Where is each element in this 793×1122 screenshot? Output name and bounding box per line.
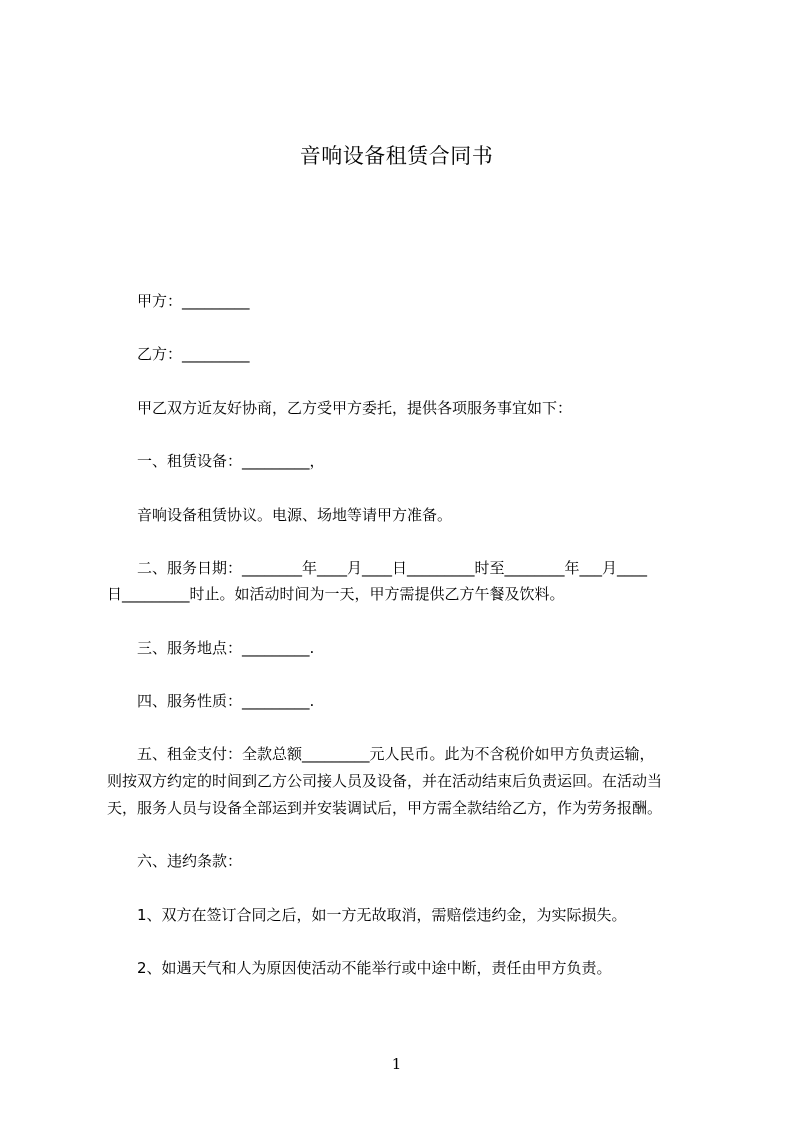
document-title: 音响设备租赁合同书 — [299, 144, 494, 168]
section-3-line: 三、服务地点：_________. — [137, 639, 315, 657]
party-a-line: 甲方：_________ — [137, 292, 250, 310]
section-1-heading: 一、租赁设备：_________， — [137, 452, 325, 470]
party-b-line: 乙方：_________ — [137, 345, 250, 363]
section-5-line-1: 五、租金支付：全款总额_________元人民币。此为不含税价如甲方负责运输， — [137, 745, 655, 763]
section-5-line-3: 天，服务人员与设备全部运到并安装调试后，甲方需全款结给乙方，作为劳务报酬。 — [107, 799, 663, 817]
section-5-line-2: 则按双方约定的时间到乙方公司接人员及设备，并在活动结束后负责运回。在活动当 — [107, 772, 663, 790]
section-2-line-2: 日_________时止。如活动时间为一天，甲方需提供乙方午餐及饮料。 — [107, 585, 565, 603]
intro-paragraph: 甲乙双方近友好协商，乙方受甲方委托，提供各项服务事宜如下： — [137, 399, 573, 417]
section-6-clause-2: 2、如遇天气和人为原因使活动不能举行或中途中断，责任由甲方负责。 — [137, 959, 612, 977]
section-6-clause-1: 1、双方在签订合同之后，如一方无故取消，需赔偿违约金，为实际损失。 — [137, 906, 627, 924]
section-1-body: 音响设备租赁协议。电源、场地等请甲方准备。 — [137, 506, 453, 524]
section-6-heading: 六、违约条款： — [137, 852, 243, 870]
section-4-line: 四、服务性质：_________. — [137, 692, 315, 710]
section-2-line-1: 二、服务日期：________年____月____日_________时至________年___月____ — [137, 559, 648, 577]
page-number: 1 — [391, 1055, 402, 1073]
